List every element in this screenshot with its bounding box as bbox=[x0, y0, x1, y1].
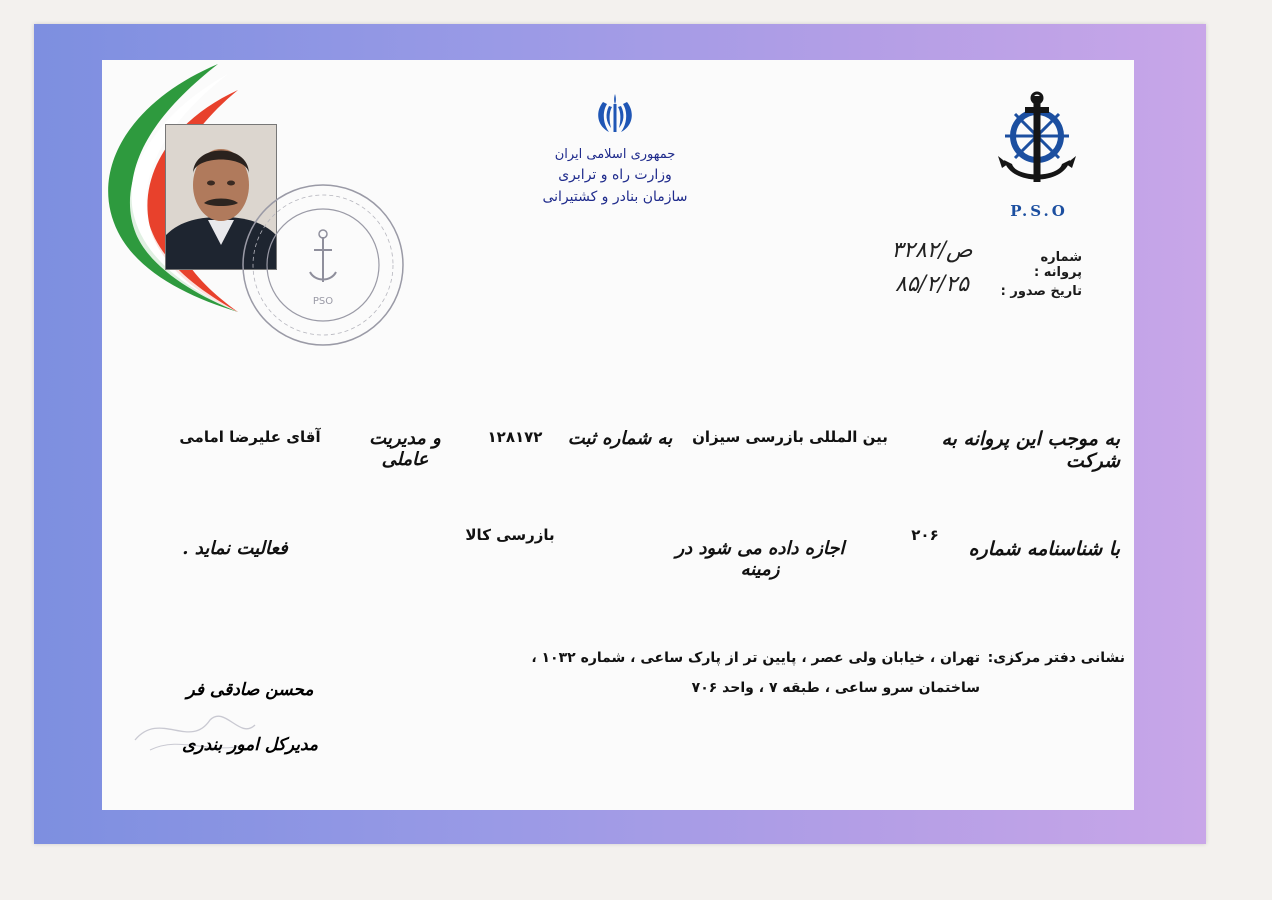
company-name: بین المللی بازرسی سیزان bbox=[692, 428, 888, 446]
statement-phrase-4: با شناسنامه شماره bbox=[968, 538, 1120, 560]
issue-date-label: تاریخ صدور : bbox=[1000, 284, 1082, 299]
activity-field: بازرسی کالا bbox=[465, 526, 555, 544]
signatory-name: محسن صادقی فر bbox=[186, 680, 314, 700]
issue-date-value: ۸۵/۲/۲۵ bbox=[895, 272, 969, 297]
registration-number: ۱۲۸۱۷۲ bbox=[487, 428, 543, 446]
statement-phrase-1: به موجب این پروانه به شرکت bbox=[941, 428, 1120, 472]
address-line-1: تهران ، خیابان ولی عصر ، پایین تر از پارک ساعی ، شماره ۱۰۳۲ ، bbox=[531, 650, 980, 666]
official-stamp-seal bbox=[240, 182, 406, 348]
statement-phrase-2: به شماره ثبت bbox=[567, 428, 673, 449]
license-number-label: شماره پروانه : bbox=[1034, 250, 1082, 280]
address-line-2: ساختمان سرو ساعی ، طبقه ۷ ، واحد ۷۰۶ bbox=[691, 680, 980, 696]
address-label: نشانی دفتر مرکزی: bbox=[987, 650, 1125, 666]
statement-phrase-5: اجازه داده می شود در زمینه bbox=[675, 538, 845, 580]
header-line-country: جمهوری اسلامی ایران bbox=[554, 147, 676, 162]
id-number: ۲۰۶ bbox=[911, 526, 939, 544]
stamp-center-text: PSO bbox=[312, 296, 334, 307]
statement-phrase-6: فعالیت نماید . bbox=[182, 538, 288, 559]
iran-emblem-icon bbox=[591, 90, 639, 138]
government-header bbox=[500, 145, 730, 209]
signatory-title: مدیرکل امور بندری bbox=[181, 735, 319, 755]
license-number-value: ۳۲۸۲/ص bbox=[891, 238, 973, 263]
header-line-organization: سازمان بنادر و کشتیرانی bbox=[542, 188, 688, 205]
statement-phrase-3: و مدیریت عاملی bbox=[369, 428, 441, 470]
pso-logo-text: P.S.O bbox=[1010, 202, 1068, 220]
manager-name: آقای علیرضا امامی bbox=[179, 428, 321, 446]
header-line-ministry: وزارت راه و ترابری bbox=[558, 167, 672, 184]
pso-anchor-logo-icon bbox=[990, 90, 1084, 200]
